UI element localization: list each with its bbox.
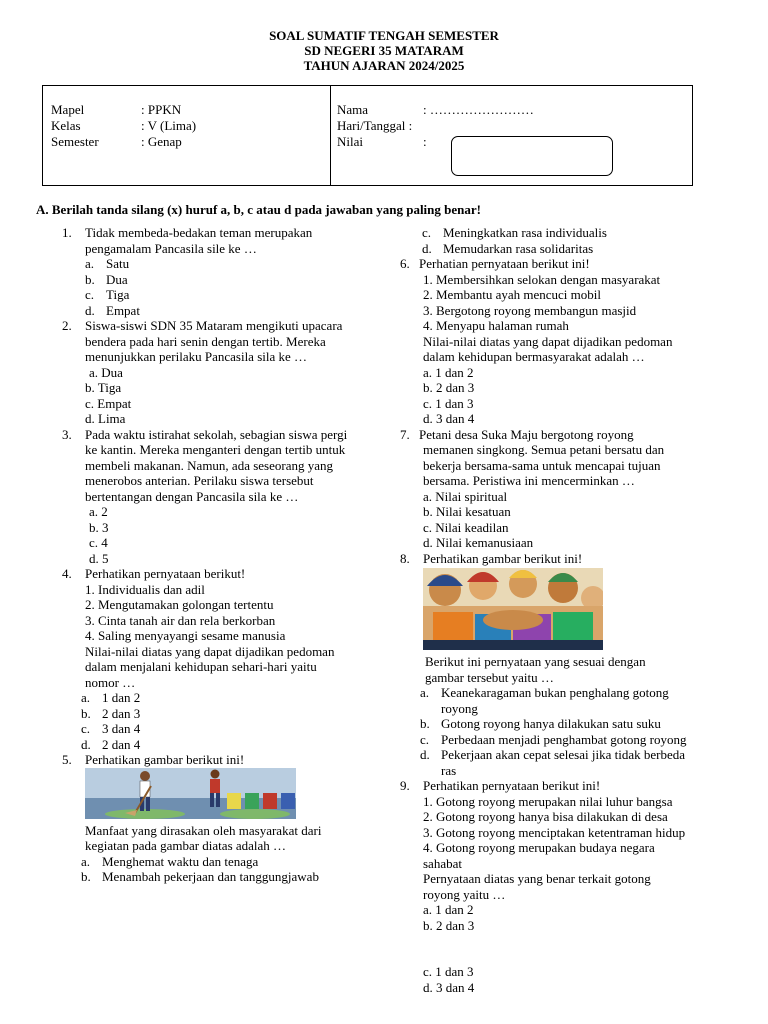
option-b[interactable]: b. 2 dan 3 [423, 917, 475, 933]
sweeping-image [85, 768, 296, 819]
semester-label: Semester [51, 134, 99, 149]
question-number: 8. [400, 550, 410, 566]
option-b[interactable]: b. Gotong royong hanya dilakukan satu suku [420, 716, 661, 731]
question-9 [400, 778, 738, 995]
statement-4: 4. Menyapu halaman rumah [423, 318, 569, 333]
option-c[interactable]: c. Nilai keadilan [423, 519, 509, 535]
option-a[interactable]: a. Satu [85, 256, 130, 271]
question-text: Perhatikan pernyataan berikut! [85, 566, 246, 581]
option-a[interactable]: a. 1 dan 2 [81, 690, 141, 705]
question-text: Perhatian pernyataan berikut ini! [419, 256, 590, 271]
option-d[interactable]: d. Pekerjaan akan cepat selesai jika tidak berbeda [420, 747, 685, 762]
question-text: Perhatikan gambar berikut ini! [423, 550, 583, 566]
question-5 [62, 752, 382, 854]
left-column [62, 225, 382, 885]
blank-space [423, 933, 738, 964]
question-text: bersama. Peristiwa ini mencerminkan … [423, 473, 635, 488]
student-info-box [42, 85, 693, 186]
question-2 [62, 318, 382, 427]
nilai-score-box[interactable] [451, 136, 613, 176]
kelas-label: Kelas [51, 118, 81, 133]
option-d[interactable]: d. Lima [85, 411, 126, 426]
mapel-value: : PPKN [141, 102, 182, 117]
question-text: Perhatikan gambar berikut ini! [85, 752, 245, 767]
right-column [400, 225, 738, 995]
statement-2: 2. Mengutamakan golongan tertentu [85, 597, 274, 612]
statement-1: 1. Membersihkan selokan dengan masyarakat [423, 271, 661, 287]
question-text: dalam menjalani kehidupan sehari-hari yaitu [85, 659, 317, 674]
option-a[interactable]: a. 1 dan 2 [423, 364, 474, 380]
option-d[interactable]: d. 2 dan 4 [81, 736, 141, 752]
option-c[interactable]: c. Tiga [85, 287, 130, 302]
info-divider [330, 86, 331, 185]
hari-tanggal-label: Hari/Tanggal : [337, 118, 413, 133]
option-c[interactable]: c. Meningkatkan rasa individualis [422, 225, 607, 240]
question-text: gambar tersebut yaitu … [425, 669, 554, 685]
question-text: Nilai-nilai diatas yang dapat dijadikan pedoman [85, 643, 335, 659]
question-number: 4. [62, 566, 72, 581]
question-text: Berikut ini pernyataan yang sesuai dengan [425, 654, 646, 669]
question-text: Petani desa Suka Maju bergotong royong [419, 426, 634, 442]
nilai-colon: : [423, 134, 427, 149]
cleaning-illustration [85, 768, 296, 819]
statement-3: 3. Cinta tanah air dan rela berkorban [85, 612, 276, 628]
semester-value: : Genap [141, 134, 182, 149]
option-d[interactable]: d. Memudarkan rasa solidaritas [422, 240, 594, 256]
question-text: Pada waktu istirahat sekolah, sebagian siswa pergi [85, 426, 348, 442]
option-b[interactable]: b. Dua [85, 271, 128, 287]
option-b[interactable]: b. 2 dan 3 [81, 705, 141, 721]
option-a[interactable]: a. 2 [89, 504, 108, 519]
header-school: SD NEGERI 35 MATARAM [304, 43, 464, 58]
question-3 [62, 427, 382, 567]
question-text: Manfaat yang dirasakan oleh masyarakat dari [85, 822, 322, 838]
question-number: 9. [400, 778, 410, 793]
question-number: 5. [62, 752, 72, 767]
question-1 [62, 225, 382, 318]
statement-4: 4. Gotong royong merupakan budaya negara [423, 840, 655, 855]
question-text: dalam kehidupan bermasyarakat adalah … [423, 349, 645, 364]
question-text: menerobos anterian. Perilaku siswa tersebut [85, 473, 314, 488]
option-d[interactable]: d. 3 dan 4 [423, 979, 475, 995]
question-text: Tidak membeda-bedakan teman merupakan [85, 225, 313, 240]
statement-4: 4. Saling menyayangi sesame manusia [85, 628, 286, 643]
question-text: Perhatikan pernyataan berikut ini! [423, 778, 601, 793]
question-text: Nilai-nilai diatas yang dapat dijadikan pedoman [423, 333, 673, 349]
question-number: 3. [62, 426, 72, 442]
option-d[interactable]: d. 5 [89, 550, 109, 566]
nama-label: Nama [337, 102, 369, 117]
option-c[interactable]: c. 1 dan 3 [423, 395, 474, 411]
question-text: kegiatan pada gambar diatas adalah … [85, 838, 287, 853]
question-text: bertentangan dengan Pancasila sila ke … [85, 488, 299, 504]
question-number: 6. [400, 256, 410, 271]
option-c[interactable]: c. Perbedaan menjadi penghambat gotong royong [420, 731, 687, 747]
option-b[interactable]: b. Menambah pekerjaan dan tanggungjawab [81, 869, 319, 884]
option-c[interactable]: c. 3 dan 4 [81, 721, 141, 736]
question-text: Pernyataan diatas yang benar terkait gotong [423, 871, 651, 886]
section-a-instruction: A. Berilah tanda silang (x) huruf a, b, c atau d pada jawaban yang paling benar! [36, 202, 481, 217]
subject-info [51, 102, 196, 150]
option-a[interactable]: a. Dua [89, 364, 123, 380]
statement-3: 3. Gotong royong menciptakan ketentraman hidup [423, 824, 686, 840]
option-a[interactable]: a. Nilai spiritual [423, 488, 508, 504]
question-text: nomor … [85, 674, 136, 690]
option-d[interactable]: d. Nilai kemanusiaan [423, 535, 534, 550]
kelas-value: : V (Lima) [141, 118, 197, 133]
question-text: pengamalam Pancasila sile ke … [85, 240, 257, 256]
mapel-label: Mapel [51, 102, 85, 117]
question-text: membeli makanan. Namun, ada seseorang yang [85, 457, 333, 473]
option-b[interactable]: b. Nilai kesatuan [423, 504, 511, 519]
header-title: SOAL SUMATIF TENGAH SEMESTER [269, 28, 499, 43]
option-a[interactable]: a. Menghemat waktu dan tenaga [81, 853, 259, 869]
option-a[interactable]: a. Keanekaragaman bukan penghalang gotong [420, 685, 669, 700]
question-number: 7. [400, 426, 410, 442]
question-number: 2. [62, 318, 72, 333]
question-text: memanen singkong. Semua petani bersatu dan [423, 442, 665, 457]
option-d-cont[interactable]: ras [441, 762, 457, 778]
statement-4-cont: sahabat [423, 855, 462, 871]
statement-3: 3. Bergotong royong membangun masjid [423, 302, 637, 318]
document-header [0, 28, 768, 73]
statement-1: 1. Gotong royong merupakan nilai luhur bangsa [423, 793, 673, 809]
option-c[interactable]: c. 4 [89, 535, 108, 550]
hands-together-image [423, 568, 603, 650]
option-a[interactable]: a. 1 dan 2 [423, 902, 474, 917]
option-c[interactable]: c. Empat [85, 395, 132, 411]
option-d[interactable]: d. 3 dan 4 [423, 411, 475, 426]
question-text: royong yaitu … [423, 886, 506, 902]
question-6 [400, 256, 738, 427]
unity-illustration [423, 568, 603, 650]
nama-field[interactable]: : …………………… [423, 102, 534, 117]
question-number: 1. [62, 225, 72, 240]
statement-2: 2. Membantu ayah mencuci mobil [423, 287, 601, 302]
option-d[interactable]: d. Empat [85, 302, 140, 318]
statement-2: 2. Gotong royong hanya bisa dilakukan di desa [423, 809, 668, 824]
option-b[interactable]: b. 2 dan 3 [423, 380, 475, 395]
question-7 [400, 427, 738, 551]
question-4 [62, 566, 382, 690]
question-text: bendera pada hari senin dengan tertib. Mereka [85, 333, 326, 349]
question-text: ke kantin. Mereka menganteri dengan tertib untuk [85, 442, 346, 457]
question-text: menunjukkan perilaku Pancasila sila ke … [85, 349, 308, 364]
option-b[interactable]: b. 3 [89, 519, 109, 535]
option-b[interactable]: b. Tiga [85, 380, 122, 395]
option-c[interactable]: c. 1 dan 3 [423, 964, 474, 979]
header-year: TAHUN AJARAN 2024/2025 [303, 58, 465, 73]
question-8 [400, 551, 738, 779]
question-text: Siswa-siswi SDN 35 Mataram mengikuti upacara [85, 318, 343, 333]
nilai-label: Nilai [337, 134, 363, 149]
option-a-cont[interactable]: royong [441, 700, 478, 716]
statement-1: 1. Individualis dan adil [85, 581, 205, 597]
question-text: bekerja bersama-sama untuk mencapai tujuan [423, 457, 661, 473]
